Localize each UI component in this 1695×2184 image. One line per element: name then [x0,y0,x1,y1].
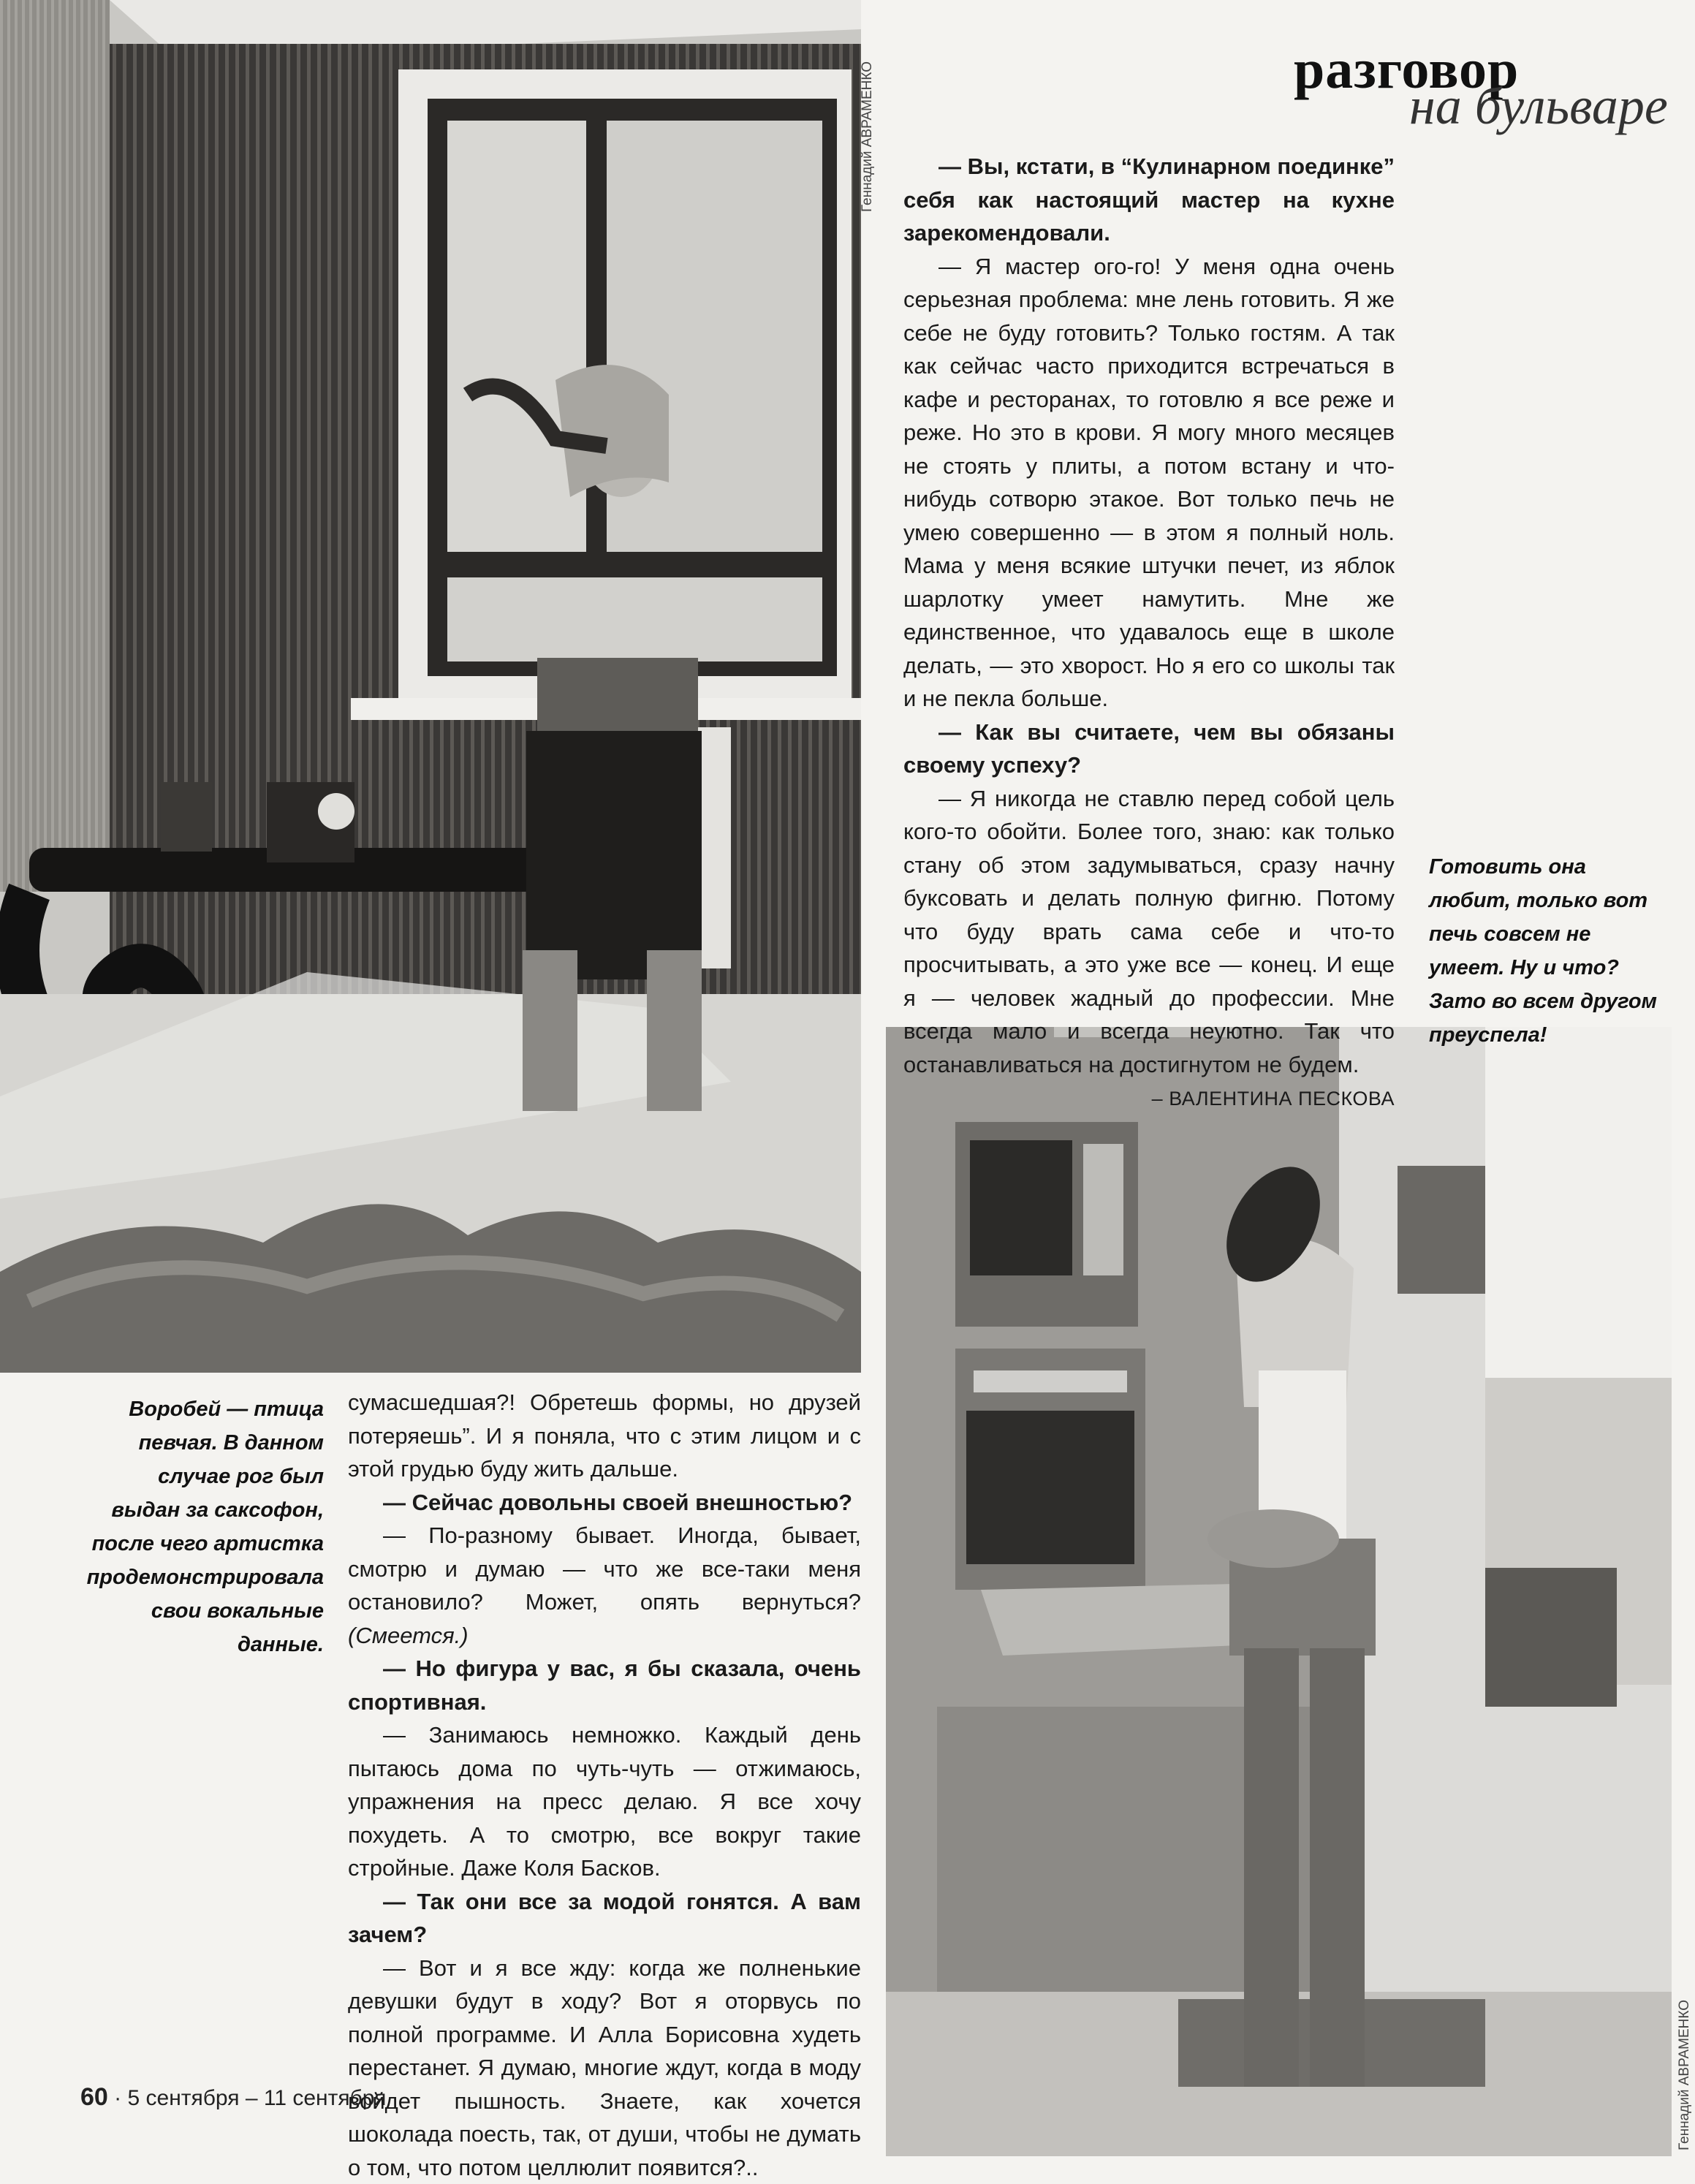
article-column-left [348,1386,861,2184]
question-1: — Вы, кстати, в “Кулинарном поединке” себя как настоящий мастер на кухне зарекомендовали. [903,150,1395,250]
answer-3 [348,1519,861,1652]
photo-credit-bottom: Геннадий АВРАМЕНКО [1677,2000,1693,2150]
page-footer [80,2083,386,2112]
page-number: 60 [80,2083,108,2111]
answer-3-text: — По-разному бывает. Иногда, бывает, смотрю и думаю — что же все-таки меня остановило? Может, опять вернуться? [348,1523,861,1615]
laugh-remark: (Смеется.) [348,1623,469,1648]
photo-living-room-illustration [0,0,861,1373]
rubric-title: разговор [1294,38,1519,102]
author-signature: – ВАЛЕНТИНА ПЕСКОВА [903,1082,1395,1116]
photo-credit-top: Геннадий АВРАМЕНКО [860,61,876,212]
photo-caption-right: Готовить она любит, только вот печь совсем не умеет. Ну и что? Зато во всем другом преуспела! [1429,850,1670,1052]
photo-kitchen-illustration [886,1027,1672,2156]
question-3: — Сейчас довольны своей внешностью? [348,1486,861,1520]
question-5: — Так они все за модой гонятся. А вам зачем? [348,1885,861,1952]
answer-5: — Вот и я все жду: когда же полненькие девушки будут в ходу? Вот я оторвусь по полной программе. И Алла Борисовна худеть перестанет. Я думаю, многие ждут, когда в моду войдет пышность. Знаете, как хочется шоколада поесть, так, от души, чтобы не думать о том, что потом целлюлит появится?.. [348,1952,861,2184]
rubric-subtitle: на бульваре [1409,76,1668,137]
question-2: — Как вы считаете, чем вы обязаны своему успеху? [903,716,1395,782]
answer-4: — Занимаюсь немножко. Каждый день пытаюсь дома по чуть-чуть — отжимаюсь, упражнения на пресс делаю. Я все хочу похудеть. А то смотрю, все вокруг такие стройные. Даже Коля Басков. [348,1718,861,1885]
answer-1: — Я мастер ого-го! У меня одна очень серьезная проблема: мне лень готовить. Я же себе не буду готовить? Только гостям. А так как сейчас часто приходится встречаться в кафе и ресторанах, то готовлю я все реже и реже. Но это в крови. Я могу много месяцев не стоять у плиты, а потом встану и что-нибудь сотворю этакое. Вот только печь не умею совершенно — в этом я полный ноль. Мама у меня всякие штучки печет, из яблок шарлотку умеет намутить. Мне же единственное, что удавалось еще в школе делать, — это хворост. Но я его со школы так и не пекла больше. [903,250,1395,716]
photo-kitchen [886,1027,1672,2156]
article-column-right [903,150,1395,1116]
paragraph-intro: сумасшедшая?! Обретешь формы, но друзей потеряешь”. И я поняла, что с этим лицом и с этой грудью буду жить дальше. [348,1386,861,1486]
photo-caption-left: Воробей — птица певчая. В данном случае рог был выдан за саксофон, после чего артистка продемонстрировала свои вокальные данные. [86,1392,324,1661]
photo-living-room [0,0,861,1373]
question-4: — Но фигура у вас, я бы сказала, очень спортивная. [348,1652,861,1718]
issue-dates: · 5 сентября – 11 сентября [114,2086,386,2110]
answer-2: — Я никогда не ставлю перед собой цель кого-то обойти. Более того, знаю: как только стану об этом задумываться, сразу начну буксовать и делать полную фигню. Потому что буду врать сама себе и что-то просчитывать, а это уже все — конец. И еще я — человек жадный до профессии. Мне всегда мало и всегда неуютно. Так что останавливаться на достигнутом не будем. [903,782,1395,1082]
